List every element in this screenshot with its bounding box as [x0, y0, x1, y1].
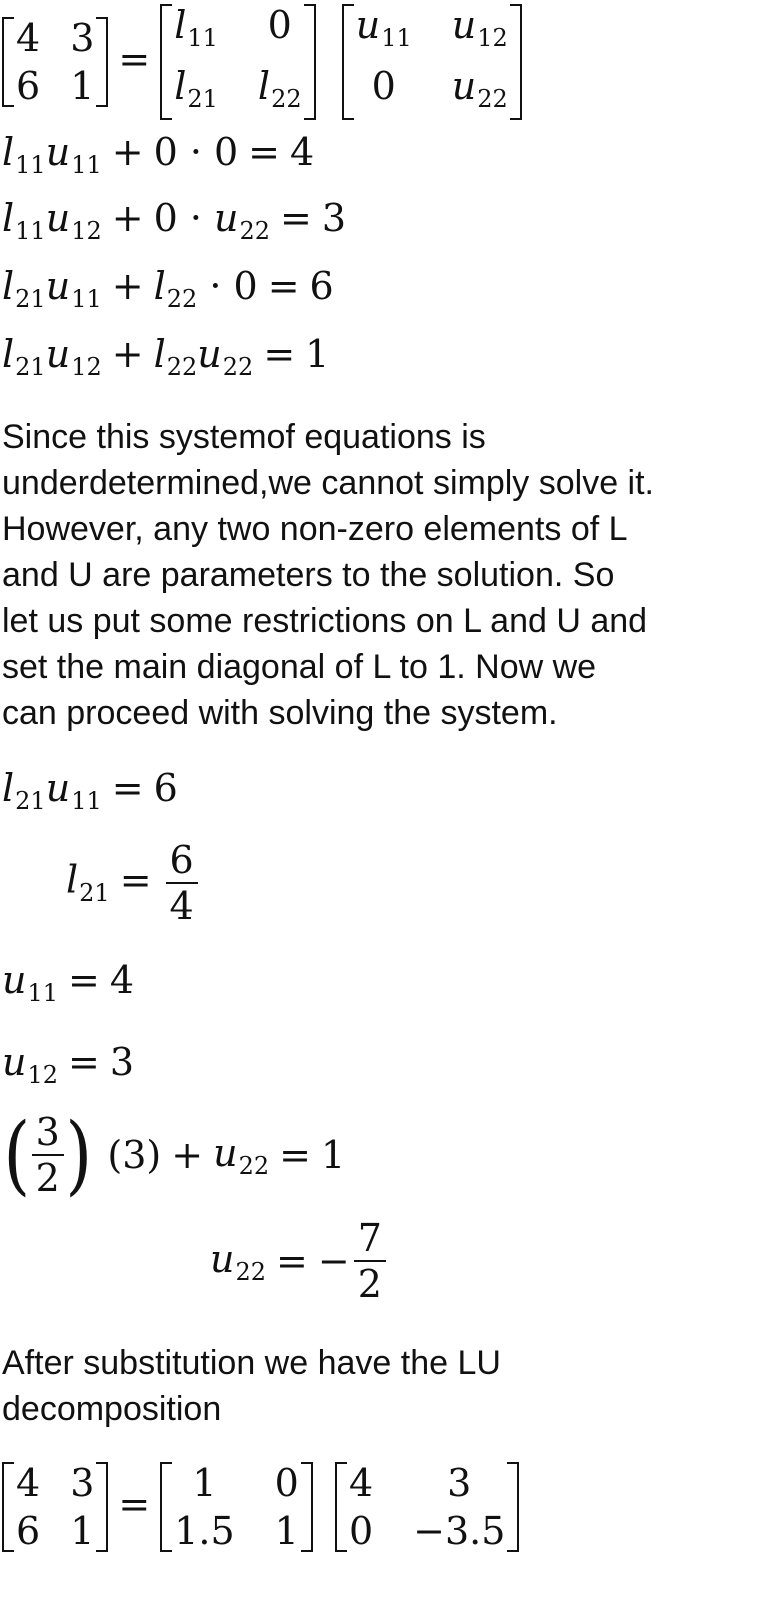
matrix-cell: 3 — [70, 1461, 95, 1505]
final-matrix-u — [335, 1460, 519, 1554]
matrix-u-cell: $u_{12}$ — [451, 3, 508, 52]
matrix-a-cell: 4 — [16, 16, 41, 60]
final-matrix-l — [160, 1460, 313, 1554]
paragraph-line: let us put some restrictions on L and U and — [2, 602, 648, 640]
system-equation-4: $l_{21}u_{12} + l_{22}u_{22} = 1$ — [2, 332, 330, 381]
fraction: $\frac{7}{2}$ — [354, 1218, 386, 1304]
solve-equation-l21u11: $l_{21}u_{11} = 6$ — [2, 766, 178, 815]
paragraph-line: underdetermined,we cannot simply solve it. — [2, 464, 654, 502]
equals-sign: = — [118, 1481, 151, 1526]
conclusion-paragraph — [2, 1340, 501, 1432]
system-equation-2: $l_{11}u_{12} + 0 \cdot u_{22} = 3$ — [2, 196, 347, 245]
fraction: $\frac{3}{2}$ — [32, 1112, 64, 1198]
paragraph-line: set the main diagonal of L to 1. Now we — [2, 648, 597, 686]
solve-equation-l21: $l_{21}$ = $\frac{6}{4}$ — [66, 840, 202, 926]
matrix-cell: 4 — [348, 1461, 374, 1505]
matrix-l-cell: $l_{22}$ — [257, 64, 302, 113]
matrix-cell: 1.5 — [174, 1509, 235, 1553]
matrix-cell: 3 — [447, 1461, 472, 1505]
matrix-a-cell: 1 — [70, 64, 95, 108]
matrix-a — [2, 15, 108, 109]
matrix-u — [342, 2, 522, 122]
paragraph-line: After substitution we have the LU — [2, 1344, 501, 1382]
solve-equation-u22-setup: ( $\frac{3}{2}$ ) $(3) + u_{22} = 1$ — [3, 1105, 346, 1205]
paragraph-line: and U are parameters to the solution. So — [2, 556, 615, 594]
matrix-cell: 1 — [192, 1461, 217, 1505]
matrix-cell: 4 — [16, 1461, 41, 1505]
matrix-equation-general — [2, 2, 522, 122]
matrix-cell: 1 — [274, 1509, 299, 1553]
matrix-l-cell: 0 — [267, 3, 292, 47]
matrix-a-cell: 3 — [70, 16, 95, 60]
matrix-l — [160, 2, 315, 122]
matrix-u-cell: $u_{22}$ — [451, 64, 508, 113]
paragraph-line: can proceed with solving the system. — [2, 694, 558, 732]
solve-equation-u11: $u_{11} = 4$ — [2, 958, 135, 1007]
matrix-cell: 0 — [348, 1509, 374, 1553]
solve-equation-u22-result: $u_{22}$ = − $\frac{7}{2}$ — [210, 1218, 390, 1304]
matrix-cell: 0 — [274, 1461, 299, 1505]
matrix-l-cell: $l_{11}$ — [174, 3, 218, 52]
matrix-cell: 6 — [16, 1509, 41, 1553]
equals-sign: = — [118, 36, 151, 81]
matrix-equation-final — [2, 1460, 519, 1554]
paragraph-line: decomposition — [2, 1390, 222, 1428]
paragraph-line: However, any two non-zero elements of L — [2, 510, 628, 548]
matrix-a-cell: 6 — [16, 64, 41, 108]
matrix-u-cell: $u_{11}$ — [355, 3, 412, 52]
explanation-paragraph — [2, 414, 654, 736]
solve-equation-u12: $u_{12} = 3$ — [2, 1040, 135, 1089]
fraction: $\frac{6}{4}$ — [166, 840, 198, 926]
matrix-cell: 1 — [70, 1509, 95, 1553]
paragraph-line: Since this systemof equations is — [2, 418, 486, 456]
matrix-u-cell: 0 — [371, 64, 396, 108]
matrix-cell: −3.5 — [413, 1509, 506, 1553]
system-equation-3: $l_{21}u_{11} + l_{22} \cdot 0 = 6$ — [2, 264, 334, 313]
matrix-l-cell: $l_{21}$ — [174, 64, 218, 113]
system-equation-1: $l_{11}u_{11} + 0 \cdot 0 = 4$ — [2, 130, 315, 179]
final-matrix-a — [2, 1460, 108, 1554]
